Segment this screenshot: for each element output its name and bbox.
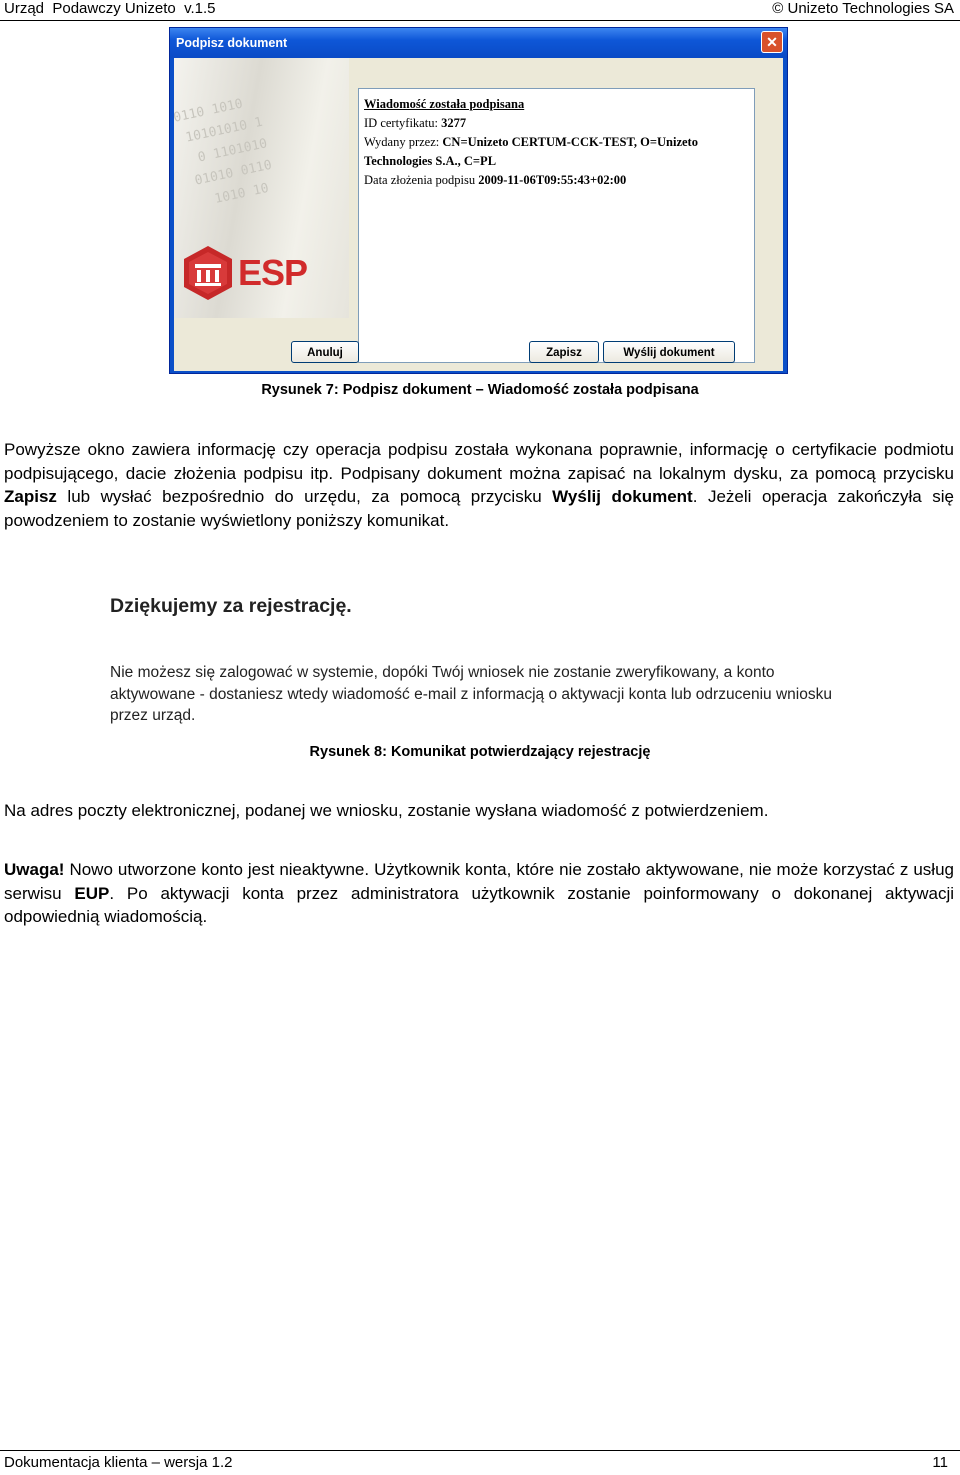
para1-text-1: Powyższe okno zawiera informację czy operacja podpisu została wykonana poprawnie, informację o certyfikacie podmiotu podpisującego, dacie złożenia podpisu itp. Podpisany dokument można zapisać na lokalnym dysku, za pomocą przycisku xyxy=(4,440,954,483)
para3-text-2: . Po aktywacji konta przez administratora użytkownik zostanie poinformowany o dokonanej aktywacji odpowiednią wiadomością. xyxy=(4,883,954,926)
page-number: 11 xyxy=(932,1454,948,1471)
registration-thanks-title: Dziękujemy za rejestrację. xyxy=(110,595,352,617)
paragraph-email-confirmation xyxy=(4,799,954,823)
figure-8-caption: Rysunek 8: Komunikat potwierdzający rejestrację xyxy=(309,744,651,760)
esp-logo-text: ESP xyxy=(238,252,308,293)
cert-id-label: ID certyfikatu: xyxy=(364,116,442,130)
para3-bold-eup: EUP xyxy=(74,883,110,903)
issued-by-value-cont: Technologies S.A., C=PL xyxy=(364,154,497,168)
registration-info-text: Nie możesz się zalogować w systemie, dopóki Twój wniosek nie zostanie zweryfikowany, a konto aktywowane - dostaniesz wtedy wiadomość e-mail z informacją o aktywacji konta lub odrzuceniu wniosku przez urząd. xyxy=(110,664,832,724)
dialog-body xyxy=(174,58,783,371)
signature-info-text xyxy=(364,95,698,190)
warning-label: Uwaga! xyxy=(4,860,65,879)
para3-text-1: Nowo utworzone konto jest nieaktywne. Użytkownik konta, które nie zostało aktywowane, nie może korzystać z usług serwisu xyxy=(4,860,954,903)
page-header xyxy=(0,0,960,21)
signature-info-panel xyxy=(358,88,755,363)
sign-document-dialog-screenshot xyxy=(169,27,788,374)
para1-text-3: . Jeżeli operacja zakończyła się powodzeniem to zostanie wyświetlony poniższy komunikat. xyxy=(4,487,955,530)
sign-date-value: 2009-11-06T09:55:43+02:00 xyxy=(478,173,627,187)
para2-text: Na adres poczty elektronicznej, podanej we wniosku, zostanie wysłana wiadomość z potwierdzeniem. xyxy=(4,801,769,820)
save-button[interactable]: Zapisz xyxy=(529,341,599,363)
dialog-side-art xyxy=(174,58,349,318)
signed-message-heading: Wiadomość została podpisana xyxy=(364,97,525,111)
binary-digits-decoration: 0110 1010 10101010 1 0 1101010 01010 0110 1010 10 xyxy=(172,96,274,212)
cert-id-value: 3277 xyxy=(441,116,467,130)
send-document-button[interactable]: Wyślij dokument xyxy=(603,341,735,363)
issued-by-label: Wydany przez: xyxy=(364,135,443,149)
figure-7-caption: Rysunek 7: Podpisz dokument – Wiadomość została podpisana xyxy=(261,382,699,398)
registration-message-screenshot xyxy=(102,588,847,738)
sign-date-label: Data złożenia podpisu xyxy=(364,173,479,187)
dialog-title: Podpisz dokument xyxy=(176,36,288,50)
paragraph-warning xyxy=(4,858,954,929)
paragraph-signature-info xyxy=(4,438,954,532)
para1-bold-save: Zapisz xyxy=(4,487,57,506)
issued-by-value: CN=Unizeto CERTUM-CCK-TEST, O=Unizeto xyxy=(442,135,698,149)
page-footer xyxy=(0,1450,960,1471)
dialog-titlebar xyxy=(170,28,787,58)
header-doc-title: Urząd Podawczy Unizeto v.1.5 xyxy=(4,0,216,17)
esp-logo-icon xyxy=(182,244,234,302)
header-copyright: © Unizeto Technologies SA xyxy=(772,0,954,17)
close-icon[interactable]: ✕ xyxy=(761,31,783,53)
para1-text-2: lub wysłać bezpośrednio do urzędu, za pomocą przycisku xyxy=(56,487,553,506)
para1-bold-send: Wyślij dokument xyxy=(552,487,693,506)
footer-doc-version: Dokumentacja klienta – wersja 1.2 xyxy=(4,1454,233,1471)
cancel-button[interactable]: Anuluj xyxy=(291,341,359,363)
